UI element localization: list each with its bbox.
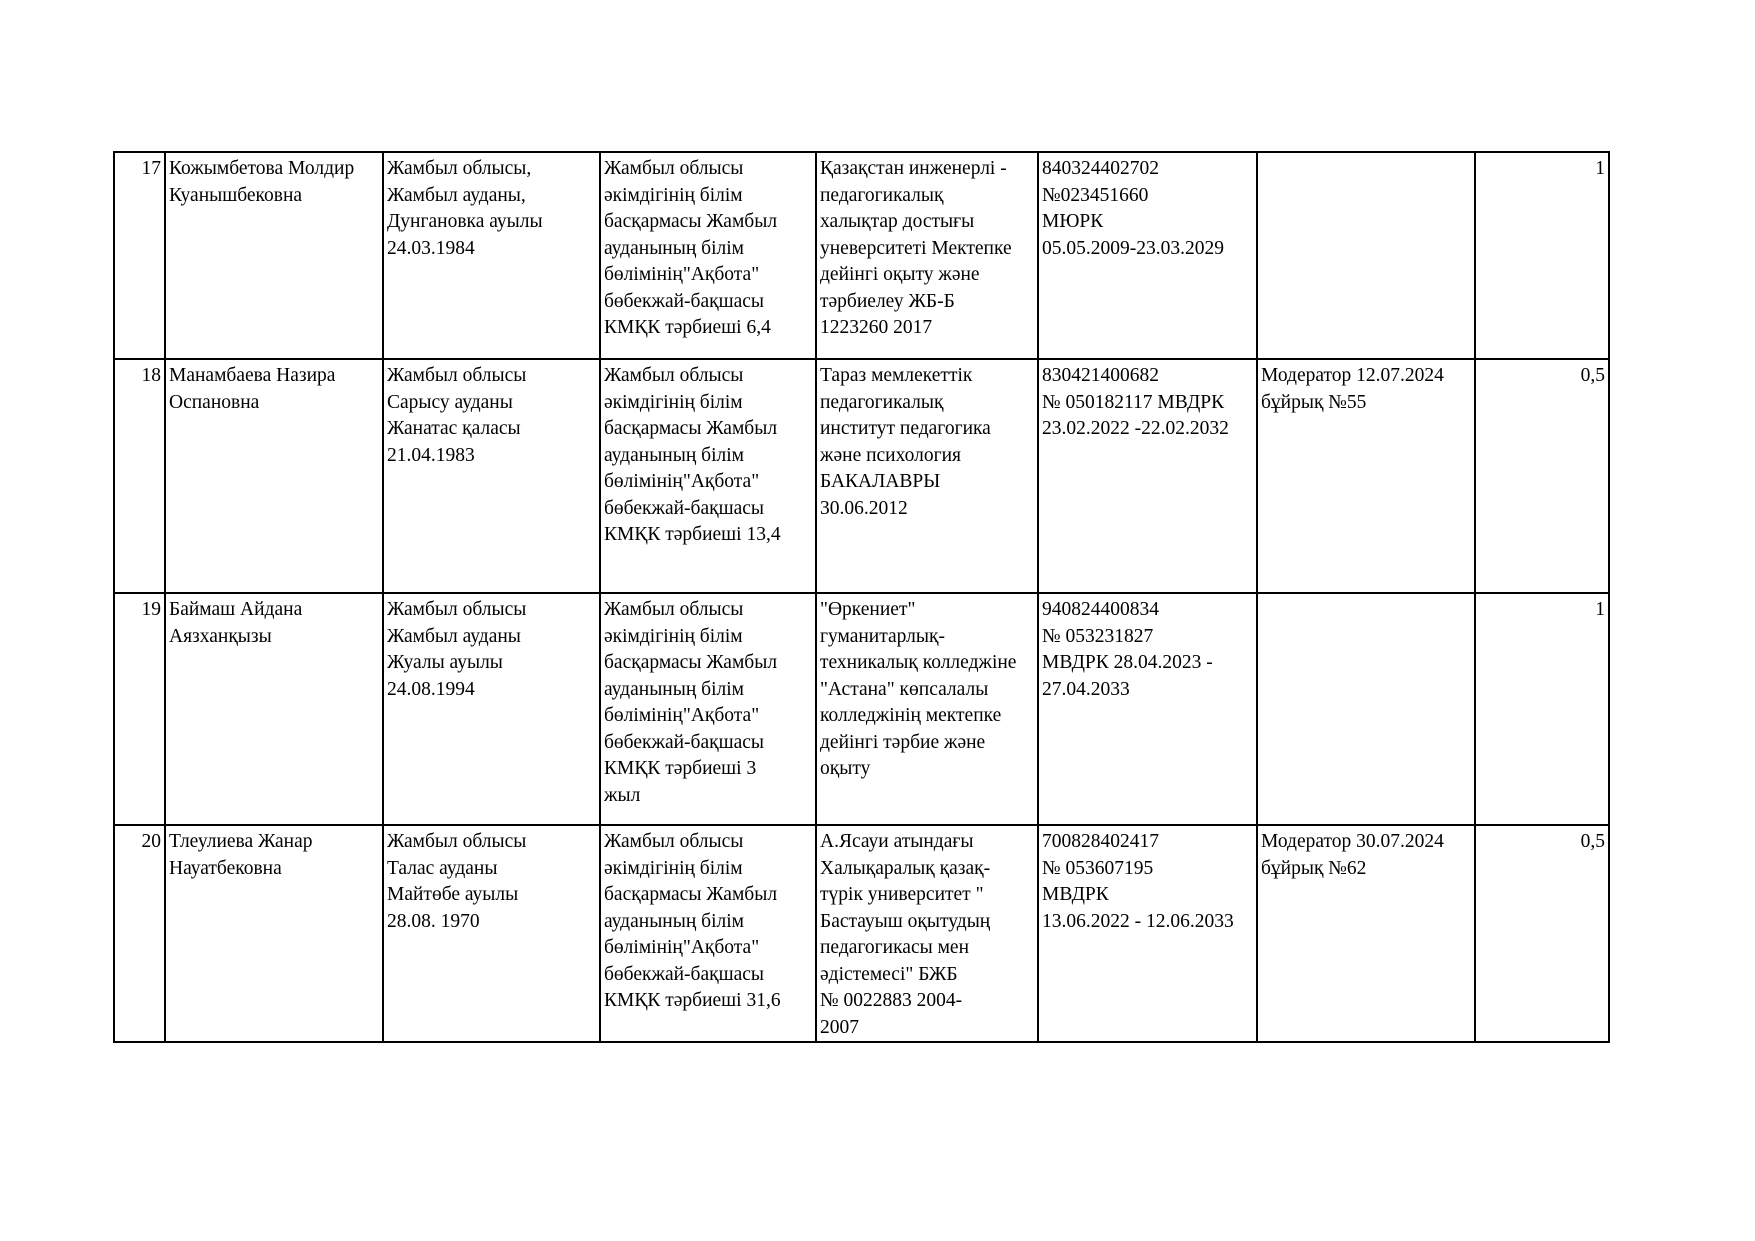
category-cell [1257,152,1475,359]
cell-text-line: оқыту [820,758,871,779]
cell-text-line: Оспановна [169,391,260,413]
category-cell [1257,593,1475,825]
cell-text-line: 940824400834 [1042,599,1159,620]
full-name-cell [165,359,383,593]
cell-text-line: бұйрық №62 [1261,857,1367,879]
table-row [114,359,1609,593]
cell-text-line: Науатбековна [169,857,282,879]
cell-text-line: 840324402702 [1042,158,1159,179]
cell-text-line: бұйрық №55 [1261,391,1367,413]
cell-text-line: техникалық колледжіне [820,652,1017,673]
cell-text-line: 1223260 2017 [820,317,933,338]
cell-text-line: бөбекжай-бақшасы [604,731,764,753]
staff-register-table [113,151,1610,1043]
cell-text-line: басқармасы Жамбыл [604,418,778,439]
cell-text-line: Тлеулиева Жанар [169,831,313,852]
cell-text-line: Сарысу ауданы [387,391,513,413]
cell-text-line: Жамбыл облысы [604,158,744,179]
cell-text-line: уневерситеті Мектепке [820,237,1012,259]
cell-text-line: № 050182117 МВДРК [1042,391,1225,413]
cell-text-line: басқармасы Жамбыл [604,884,778,905]
cell-text-line: ауданының білім [604,444,744,466]
cell-text-line: Жанатас қаласы [387,418,521,439]
cell-text-line: Халықаралық қазақ- [820,857,991,879]
cell-text-line: 2007 [820,1016,859,1038]
cell-text-line: тәрбиелеу ЖБ-Б [820,290,955,312]
cell-text-line: "Өркениет" [820,599,916,620]
education-cell [816,152,1038,359]
full-name-cell [165,152,383,359]
cell-text-line: Жамбыл облысы [387,831,527,852]
birthplace-date-cell [383,593,600,825]
cell-text-line: КМҚК тәрбиеші 6,4 [604,317,771,338]
cell-text-line: Жамбыл облысы [387,599,527,620]
identity-document-cell [1038,152,1257,359]
cell-text-line: 24.03.1984 [387,237,475,259]
cell-text-line: Жамбыл облысы [604,599,744,620]
cell-text-line: № 0022883 2004- [820,990,963,1011]
cell-text-line: 05.05.2009-23.03.2029 [1042,237,1224,259]
cell-text-line: Жамбыл ауданы [387,625,521,647]
cell-text-line: 28.08. 1970 [387,910,480,932]
cell-text-line: бөлімінің"Ақбота" [604,471,760,492]
cell-text-line: Жуалы ауылы [387,652,503,673]
cell-text-line: бөбекжай-бақшасы [604,290,764,312]
cell-text-line: халықтар достығы [820,211,975,232]
identity-document-cell [1038,359,1257,593]
cell-text-line: Тараз мемлекеттік [820,365,973,386]
workplace-position-cell [600,593,816,825]
cell-text-line: ауданының білім [604,678,744,700]
rate-cell: 1 [1475,152,1609,359]
cell-text-line: 830421400682 [1042,365,1159,386]
workplace-position-cell [600,825,816,1042]
cell-text-line: 21.04.1983 [387,444,475,466]
cell-text-line: педагогикалық [820,184,944,206]
table-row [114,825,1609,1042]
cell-text-line: әкімдігінің білім [604,391,743,413]
cell-text-line: 700828402417 [1042,831,1159,852]
rate-cell: 0,5 [1475,825,1609,1042]
cell-text-line: әдістемесі" БЖБ [820,963,958,985]
cell-text-line: БАКАЛАВРЫ [820,471,941,492]
cell-text-line: № 053607195 [1042,857,1154,879]
cell-text-line: бөлімінің"Ақбота" [604,705,760,726]
row-number: 17 [114,152,165,359]
education-cell [816,593,1038,825]
cell-text-line: басқармасы Жамбыл [604,652,778,673]
cell-text-line: МВДРК [1042,884,1109,905]
cell-text-line: және психология [820,444,962,466]
cell-text-line: жыл [604,784,641,806]
cell-text-line: Жамбыл облысы [387,365,527,386]
cell-text-line: Модератор 12.07.2024 [1261,365,1444,386]
table-row [114,152,1609,359]
birthplace-date-cell [383,359,600,593]
cell-text-line: ауданының білім [604,237,744,259]
cell-text-line: Манамбаева Назира [169,365,336,386]
cell-text-line: Жамбыл облысы [604,365,744,386]
cell-text-line: Жамбыл ауданы, [387,184,526,206]
workplace-position-cell [600,359,816,593]
rate-cell: 1 [1475,593,1609,825]
cell-text-line: Кожымбетова Молдир [169,158,355,179]
birthplace-date-cell [383,152,600,359]
cell-text-line: 24.08.1994 [387,678,475,700]
cell-text-line: Куанышбековна [169,184,303,206]
cell-text-line: әкімдігінің білім [604,625,743,647]
cell-text-line: "Астана" көпсалалы [820,678,989,700]
cell-text-line: № 053231827 [1042,625,1154,647]
education-cell [816,359,1038,593]
rate-cell: 0,5 [1475,359,1609,593]
cell-text-line: дейінгі тәрбие және [820,731,986,753]
cell-text-line: КМҚК тәрбиеші 31,6 [604,990,781,1011]
cell-text-line: МЮРК [1042,211,1104,232]
cell-text-line: бөбекжай-бақшасы [604,497,764,519]
cell-text-line: Талас ауданы [387,857,498,879]
cell-text-line: КМҚК тәрбиеші 3 [604,758,757,779]
cell-text-line: әкімдігінің білім [604,857,743,879]
cell-text-line: КМҚК тәрбиеші 13,4 [604,524,781,545]
cell-text-line: №023451660 [1042,184,1149,206]
cell-text-line: Аязханқызы [169,625,272,647]
identity-document-cell [1038,825,1257,1042]
cell-text-line: бөлімінің"Ақбота" [604,937,760,958]
category-cell [1257,825,1475,1042]
cell-text-line: дейінгі оқыту және [820,264,980,285]
cell-text-line: педагогикасы мен [820,937,970,958]
table-row [114,593,1609,825]
row-number: 19 [114,593,165,825]
cell-text-line: бөлімінің"Ақбота" [604,264,760,285]
cell-text-line: түрік университет " [820,884,984,905]
cell-text-line: Модератор 30.07.2024 [1261,831,1444,852]
cell-text-line: 23.02.2022 -22.02.2032 [1042,418,1229,439]
row-number: 18 [114,359,165,593]
cell-text-line: институт педагогика [820,418,991,439]
cell-text-line: ауданының білім [604,910,744,932]
education-cell [816,825,1038,1042]
cell-text-line: басқармасы Жамбыл [604,211,778,232]
cell-text-line: МВДРК 28.04.2023 - [1042,652,1213,673]
cell-text-line: гуманитарлық- [820,625,945,647]
cell-text-line: бөбекжай-бақшасы [604,963,764,985]
category-cell [1257,359,1475,593]
cell-text-line: Жамбыл облысы, [387,158,532,179]
workplace-position-cell [600,152,816,359]
full-name-cell [165,593,383,825]
cell-text-line: Майтөбе ауылы [387,884,519,905]
cell-text-line: Жамбыл облысы [604,831,744,852]
cell-text-line: әкімдігінің білім [604,184,743,206]
cell-text-line: 27.04.2033 [1042,678,1130,700]
full-name-cell [165,825,383,1042]
identity-document-cell [1038,593,1257,825]
cell-text-line: А.Ясауи атындағы [820,831,974,852]
cell-text-line: Бастауыш оқытудың [820,910,991,932]
cell-text-line: педагогикалық [820,391,944,413]
cell-text-line: колледжінің мектепке [820,705,1002,726]
birthplace-date-cell [383,825,600,1042]
row-number: 20 [114,825,165,1042]
cell-text-line: Баймаш Айдана [169,599,303,620]
cell-text-line: 13.06.2022 - 12.06.2033 [1042,910,1234,932]
cell-text-line: Дунгановка ауылы [387,211,543,232]
cell-text-line: Қазақстан инженерлі - [820,158,1007,179]
cell-text-line: 30.06.2012 [820,497,908,519]
